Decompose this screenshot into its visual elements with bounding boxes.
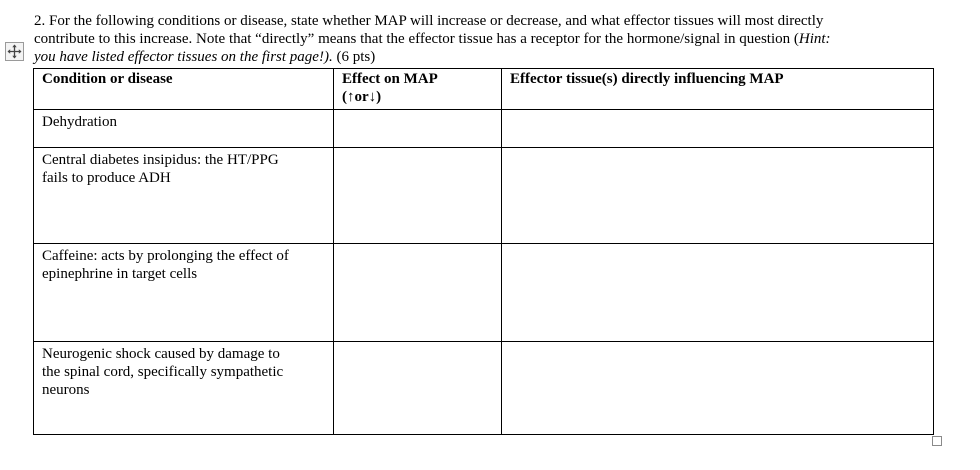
question-text: [34, 12, 934, 66]
effect-cell[interactable]: [334, 148, 502, 244]
question-line-3: [34, 48, 934, 66]
tissues-cell[interactable]: [502, 244, 934, 342]
effect-cell[interactable]: [334, 110, 502, 148]
effect-cell[interactable]: [334, 244, 502, 342]
hint-text: you have listed effector tissues on the first page!).: [34, 49, 333, 65]
condition-cell: [34, 148, 334, 244]
points-label: (6 pts): [332, 49, 376, 65]
header-condition: Condition or disease: [34, 69, 334, 110]
question-line-1: 2. For the following conditions or disease, state whether MAP will increase or decrease, and what effector tissues will most directly: [34, 13, 824, 29]
header-effect: [334, 69, 502, 110]
tissues-cell[interactable]: [502, 342, 934, 435]
question-line-2: [34, 30, 934, 48]
table-row: [34, 244, 934, 342]
condition-line: neurons: [42, 382, 90, 398]
header-tissues: Effector tissue(s) directly influencing MAP: [502, 69, 934, 110]
condition-line: Neurogenic shock caused by damage to: [42, 346, 280, 362]
move-arrows-icon[interactable]: [5, 42, 24, 61]
condition-line: Dehydration: [42, 114, 117, 130]
condition-cell: [34, 110, 334, 148]
question-line-2-text: contribute to this increase. Note that “directly” means that the effector tissue has a receptor for the hormone/signal in question (: [34, 31, 799, 47]
condition-line: the spinal cord, specifically sympathetic: [42, 364, 284, 380]
condition-line: Caffeine: acts by prolonging the effect of: [42, 248, 289, 264]
header-effect-line-2: (↑or↓): [342, 89, 382, 105]
table-row: [34, 342, 934, 435]
move-arrows-glyph: [7, 44, 22, 59]
header-effect-line-1: Effect on MAP: [342, 71, 438, 87]
condition-cell: [34, 342, 334, 435]
hint-label: Hint:: [798, 31, 831, 47]
table-row: [34, 110, 934, 148]
tissues-cell[interactable]: [502, 110, 934, 148]
tissues-cell[interactable]: [502, 148, 934, 244]
resize-square-icon[interactable]: [932, 436, 942, 446]
effect-cell[interactable]: [334, 342, 502, 435]
table-header-row: [34, 69, 934, 110]
condition-line: epinephrine in target cells: [42, 266, 198, 282]
condition-line: fails to produce ADH: [42, 170, 171, 186]
condition-cell: [34, 244, 334, 342]
table-row: [34, 148, 934, 244]
condition-line: Central diabetes insipidus: the HT/PPG: [42, 152, 279, 168]
conditions-table: [33, 68, 934, 435]
